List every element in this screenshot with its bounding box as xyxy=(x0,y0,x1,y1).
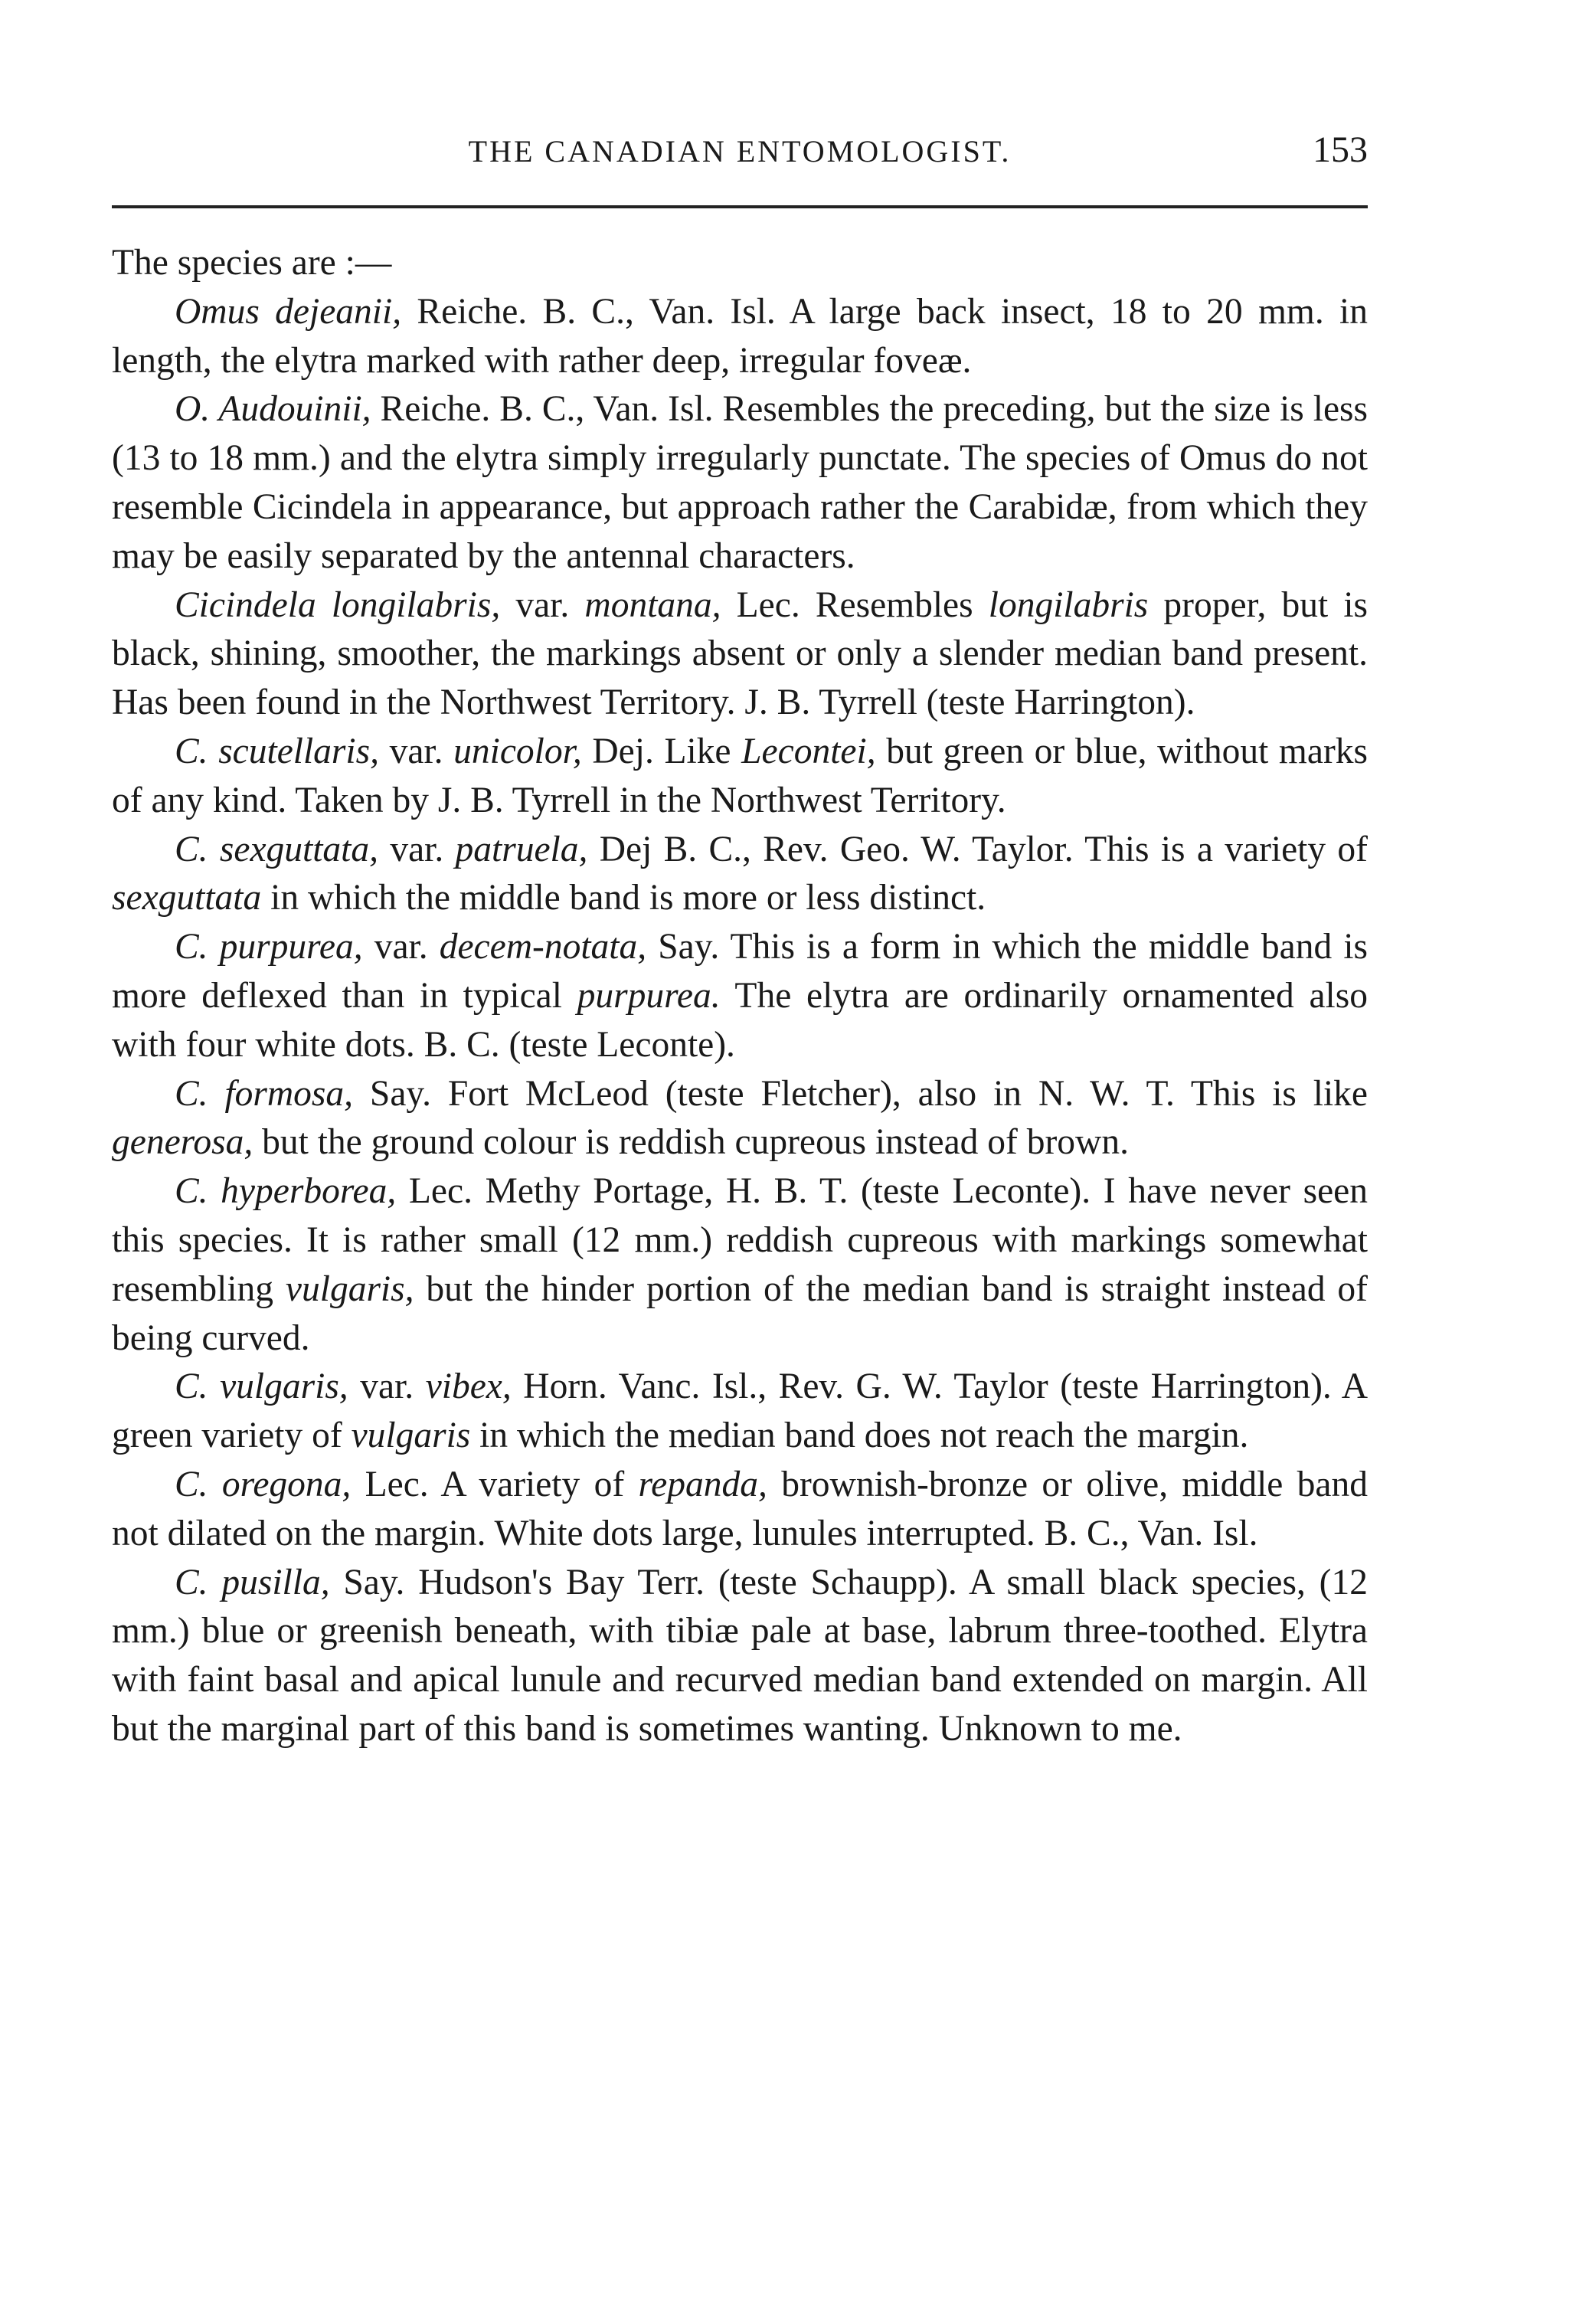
variety-name: decem-notata, xyxy=(439,927,647,967)
species-name: Omus dejeanii, xyxy=(175,291,402,332)
entry-text: var. xyxy=(362,927,440,967)
entry-text: Say. This is a form in which the middle band is more deflexed than in typical xyxy=(112,927,1369,1016)
species-reference: repanda, xyxy=(638,1464,767,1504)
entry-text: The elytra are ordinarily ornamented also with four white dots. B. C. (teste Leconte). xyxy=(112,975,1368,1065)
entry-text: Say. Hudson's Bay Terr. (teste Schaupp). A small black species, (12 mm.) blue or greenish beneath, with tibiæ pale at base, labrum three-toothed. Elytra with faint basal and apical lunule and recurved median band extended on margin. All but the marginal part of this band is sometimes wanting. Unknown to me. xyxy=(112,1562,1369,1749)
entry-text: brownish-bronze or olive, middle band not dilated on the margin. White dots large, lunules interrupted. B. C., Van. Isl. xyxy=(112,1464,1368,1553)
entry-c-hyperborea xyxy=(112,1167,1368,1363)
entry-text: Lec. A variety of xyxy=(351,1464,639,1504)
entry-text: var. xyxy=(500,584,585,625)
page-header xyxy=(112,129,1368,190)
variety-name: unicolor, xyxy=(453,731,582,771)
entry-text: Dej B. C., Rev. Geo. W. Taylor. This is a variety of xyxy=(587,829,1368,869)
variety-name: patruela, xyxy=(455,829,588,869)
species-reference: Lecontei, xyxy=(741,731,876,771)
species-name: C. sexguttata, xyxy=(175,829,378,869)
entry-text: Lec. Resembles xyxy=(721,584,989,625)
entry-c-scutellaris xyxy=(112,728,1368,826)
species-reference: sexguttata xyxy=(112,878,262,918)
entry-text: Reiche. B. C., Van. Isl. A large back insect, 18 to 20 mm. in length, the elytra marked with rather deep, irregular foveæ. xyxy=(112,291,1368,381)
entry-text: proper, but is black, shining, smoother, the markings absent or only a slender median band present. Has been found in the Northwest Territory. J. B. Tyrrell (teste Harrington). xyxy=(112,584,1368,723)
entry-c-oregona xyxy=(112,1461,1368,1559)
species-reference: longilabris xyxy=(988,584,1149,625)
species-reference: vulgaris, xyxy=(285,1268,414,1309)
entry-text: in which the middle band is more or less distinct. xyxy=(261,878,986,918)
entry-text: var. xyxy=(378,731,454,771)
entry-text: var. xyxy=(348,1367,426,1407)
species-reference: purpurea. xyxy=(577,975,721,1016)
running-head: THE CANADIAN ENTOMOLOGIST. xyxy=(468,134,1012,169)
entry-text: Say. Fort McLeod (teste Fletcher), also in N. W. T. This is like xyxy=(353,1073,1368,1114)
entry-c-vulgaris xyxy=(112,1363,1368,1461)
entry-c-sexguttata xyxy=(112,826,1368,924)
entry-text: var. xyxy=(378,829,456,869)
intro-line: The species are :— xyxy=(112,243,392,283)
species-name: C. formosa, xyxy=(175,1073,354,1114)
entry-text: Dej. Like xyxy=(581,731,742,771)
species-reference: generosa, xyxy=(112,1122,253,1163)
entry-text: Lec. Methy Portage, H. B. T. (teste Leconte). I have never seen this species. It is rather small (12 mm.) reddish cupreous with markings somewhat resembling xyxy=(112,1171,1369,1309)
entry-c-pusilla xyxy=(112,1559,1368,1754)
variety-name: montana, xyxy=(584,584,721,625)
species-name: C. scutellaris, xyxy=(175,731,379,771)
entry-text: Reiche. B. C., Van. Isl. Resembles the preceding, but the size is less (13 to 18 mm.) and the elytra simply irregularly punctate. The species of Omus do not resemble Cicindela in appearance, but approach rather the Carabidæ, from which they may be easily separated by the antennal characters. xyxy=(112,389,1368,576)
species-name: C. pusilla, xyxy=(175,1562,330,1602)
entry-text: but green or blue, without marks of any kind. Taken by J. B. Tyrrell in the Northwest Territory. xyxy=(112,731,1368,820)
species-reference: vulgaris xyxy=(351,1416,471,1456)
entry-text: in which the median band does not reach the margin. xyxy=(470,1416,1249,1456)
entry-omus-dejeanii xyxy=(112,288,1368,386)
entry-cicindela-longilabris xyxy=(112,581,1368,728)
species-name: C. oregona, xyxy=(175,1464,352,1504)
entry-c-formosa xyxy=(112,1070,1368,1168)
page-body xyxy=(112,239,1368,1754)
entry-text: but the hinder portion of the median band is straight instead of being curved. xyxy=(112,1268,1368,1358)
entry-c-purpurea xyxy=(112,923,1368,1069)
page-number: 153 xyxy=(1313,129,1368,170)
species-name: C. purpurea, xyxy=(175,927,363,967)
species-name: O. Audouinii, xyxy=(175,389,371,430)
variety-name: vibex, xyxy=(425,1367,512,1407)
species-name: C. vulgaris, xyxy=(175,1367,348,1407)
species-name: Cicindela longilabris, xyxy=(175,584,501,625)
entry-omus-audouinii xyxy=(112,385,1368,581)
entry-text: but the ground colour is reddish cupreous instead of brown. xyxy=(253,1122,1129,1163)
species-name: C. hyperborea, xyxy=(175,1171,397,1212)
entry-text: Horn. Vanc. Isl., Rev. G. W. Taylor (teste Harrington). A green variety of xyxy=(112,1367,1369,1456)
header-rule xyxy=(112,205,1368,208)
